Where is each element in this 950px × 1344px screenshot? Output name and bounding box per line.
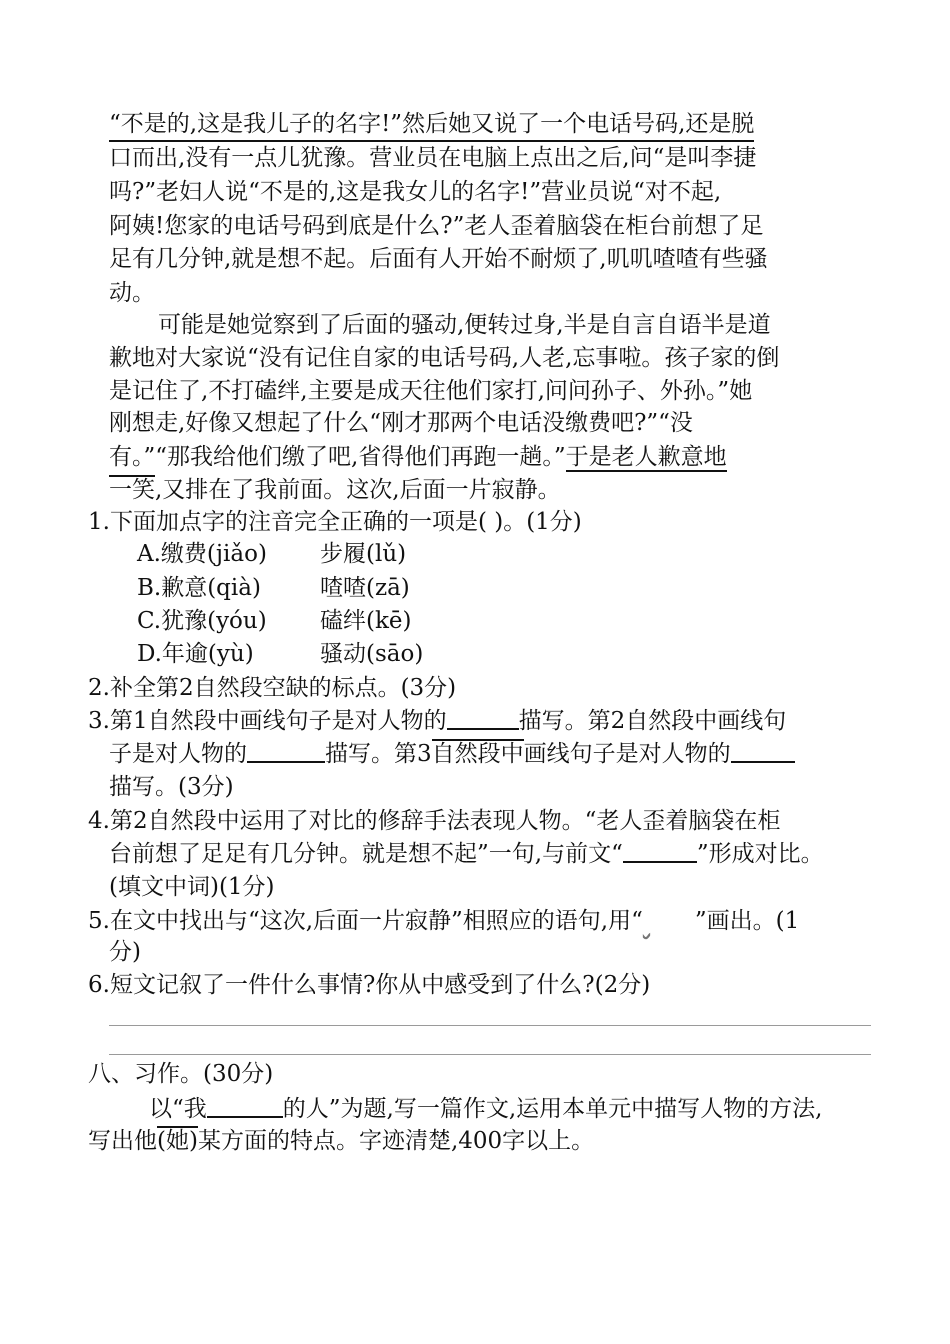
passage-text: 吗?”老妇人说“不是的,这是我女儿的名字!”营业员说“对不起, (109, 179, 722, 205)
answer-blank[interactable] (731, 739, 795, 763)
passage-line (109, 176, 721, 208)
question-stem: 画线句子是对人物的 (523, 741, 731, 767)
question-4 (88, 805, 780, 837)
question-stem: 台前想了足足有几分钟。就是想不起”一句,与前文“ (109, 841, 623, 867)
question-3 (88, 705, 786, 737)
passage-line (109, 210, 763, 242)
option-text: 步履(lǔ) (320, 541, 407, 567)
prompt-text: 的人”为题,写一篇作文,运用本单元中描写人物的方法, (282, 1096, 823, 1122)
question-5 (88, 905, 799, 937)
question-stem: 自然段中 (431, 741, 524, 767)
question-1 (88, 506, 582, 538)
passage-line (109, 277, 155, 309)
title-blank[interactable] (207, 1094, 283, 1118)
passage-text: 阿姨!您家的电话号码到底是什么?”老人歪着脑袋在柜台前想了足 (109, 213, 764, 239)
section-8-prompt (149, 1093, 822, 1125)
option-d (137, 638, 423, 670)
prompt-text: 以“我 (149, 1096, 207, 1122)
passage-line (109, 342, 779, 374)
option-text: C.犹豫(yóu) (137, 608, 267, 634)
passage-line (109, 441, 727, 473)
answer-line[interactable] (109, 1054, 871, 1055)
passage-text: 刚想走,好像又想起了什么“刚才那两个电话没缴费吧?”“没 (109, 410, 693, 436)
question-stem: 1.下面加点字的注音完全正确的一项是( )。(1分) (88, 509, 582, 535)
question-stem: 5.在文中找出与“这次,后面一片寂静”相照应的语句,用“ (88, 908, 643, 934)
section-title: 八、习作。(30分) (88, 1061, 274, 1087)
option-b (137, 572, 410, 604)
answer-blank[interactable] (447, 706, 519, 730)
question-6 (88, 969, 650, 1001)
option-c (137, 605, 412, 637)
prompt-text: 写出他 (88, 1128, 157, 1154)
passage-text: 歉地对大家说“没有记住自家的电话号码,人老,忘事啦。孩子家的倒 (109, 345, 780, 371)
question-stem: 子是对人物的 (109, 741, 247, 767)
question-stem: 描写。第2自然段中画线句 (518, 708, 787, 734)
passage-text: 有。”“那我给他们缴了吧,省得他们再跑一趟。” (109, 444, 566, 470)
option-text: 磕绊(kē) (320, 608, 412, 634)
question-stem: 分) (109, 939, 141, 965)
wavy-line-mark (643, 905, 695, 937)
question-3-line-2 (109, 738, 795, 770)
option-text: 喳喳(zā) (320, 575, 410, 601)
passage-text: 动。 (109, 280, 155, 306)
section-8-title (88, 1058, 273, 1090)
option-text: B.歉意(qià) (137, 575, 261, 601)
answer-line[interactable] (109, 1025, 871, 1026)
question-stem: 2.补全第2自然段空缺的标点。(3分) (88, 675, 457, 701)
answer-blank[interactable] (623, 839, 697, 863)
question-stem: 描写。第3 (325, 741, 432, 767)
passage-line (109, 243, 768, 275)
question-stem: 4.第2自然段中运用了对比的修辞手法表现人物。“老人歪着脑袋在柜 (88, 808, 781, 834)
option-text: 骚动(sāo) (320, 641, 424, 667)
question-4-line-2 (109, 838, 824, 870)
passage-line (109, 474, 561, 506)
option-text: D.年逾(yù) (137, 641, 254, 667)
question-3-line-3 (109, 771, 234, 803)
passage-text: “不是的,这是我儿子的名字!”然后她又说了一个电话号码,还是脱 (109, 111, 755, 137)
passage-line (109, 108, 754, 142)
question-stem: 6.短文记叙了一件什么事情?你从中感受到了什么?(2分) (88, 972, 651, 998)
passage-text: 是记住了,不打磕绊,主要是成天往他们家打,问问孙子、外孙。”她 (109, 378, 753, 404)
passage-line (109, 375, 752, 407)
question-4-line-3 (109, 871, 275, 903)
passage-text: 口而出,没有一点儿犹豫。营业员在电脑上点出之后,问“是叫李捷 (109, 145, 757, 171)
passage-text: ,又排在了我前面。这次,后面一片寂静。 (155, 477, 561, 503)
question-stem: (填文中词)(1分) (109, 874, 275, 900)
question-2 (88, 672, 456, 704)
question-stem: ”形成对比。 (696, 841, 824, 867)
underlined-sentence: 于是老人歉意地 (565, 444, 727, 470)
section-8-prompt-line-2 (88, 1125, 594, 1157)
passage-line (109, 407, 693, 439)
prompt-text: (她) (157, 1128, 198, 1154)
question-5-line-2 (109, 936, 141, 968)
question-stem: ”画出。(1 (694, 908, 800, 934)
passage-text: 足有几分钟,就是想不起。后面有人开始不耐烦了,叽叽喳喳有些骚 (109, 246, 768, 272)
option-text: A.缴费(jiǎo) (137, 541, 267, 567)
underlined-sentence-end: 一笑 (109, 477, 155, 503)
prompt-text: 某方面的特点。字迹清楚,400字以上。 (197, 1128, 595, 1154)
question-stem: 3.第1自然段中画线句子是对人物的 (88, 708, 447, 734)
answer-blank[interactable] (247, 739, 325, 763)
option-a (137, 538, 406, 570)
passage-line (158, 309, 771, 341)
passage-text: 可能是她觉察到了后面的骚动,便转过身,半是自言自语半是道 (158, 312, 771, 338)
question-stem: 描写。(3分) (109, 774, 234, 800)
passage-line (109, 142, 756, 174)
